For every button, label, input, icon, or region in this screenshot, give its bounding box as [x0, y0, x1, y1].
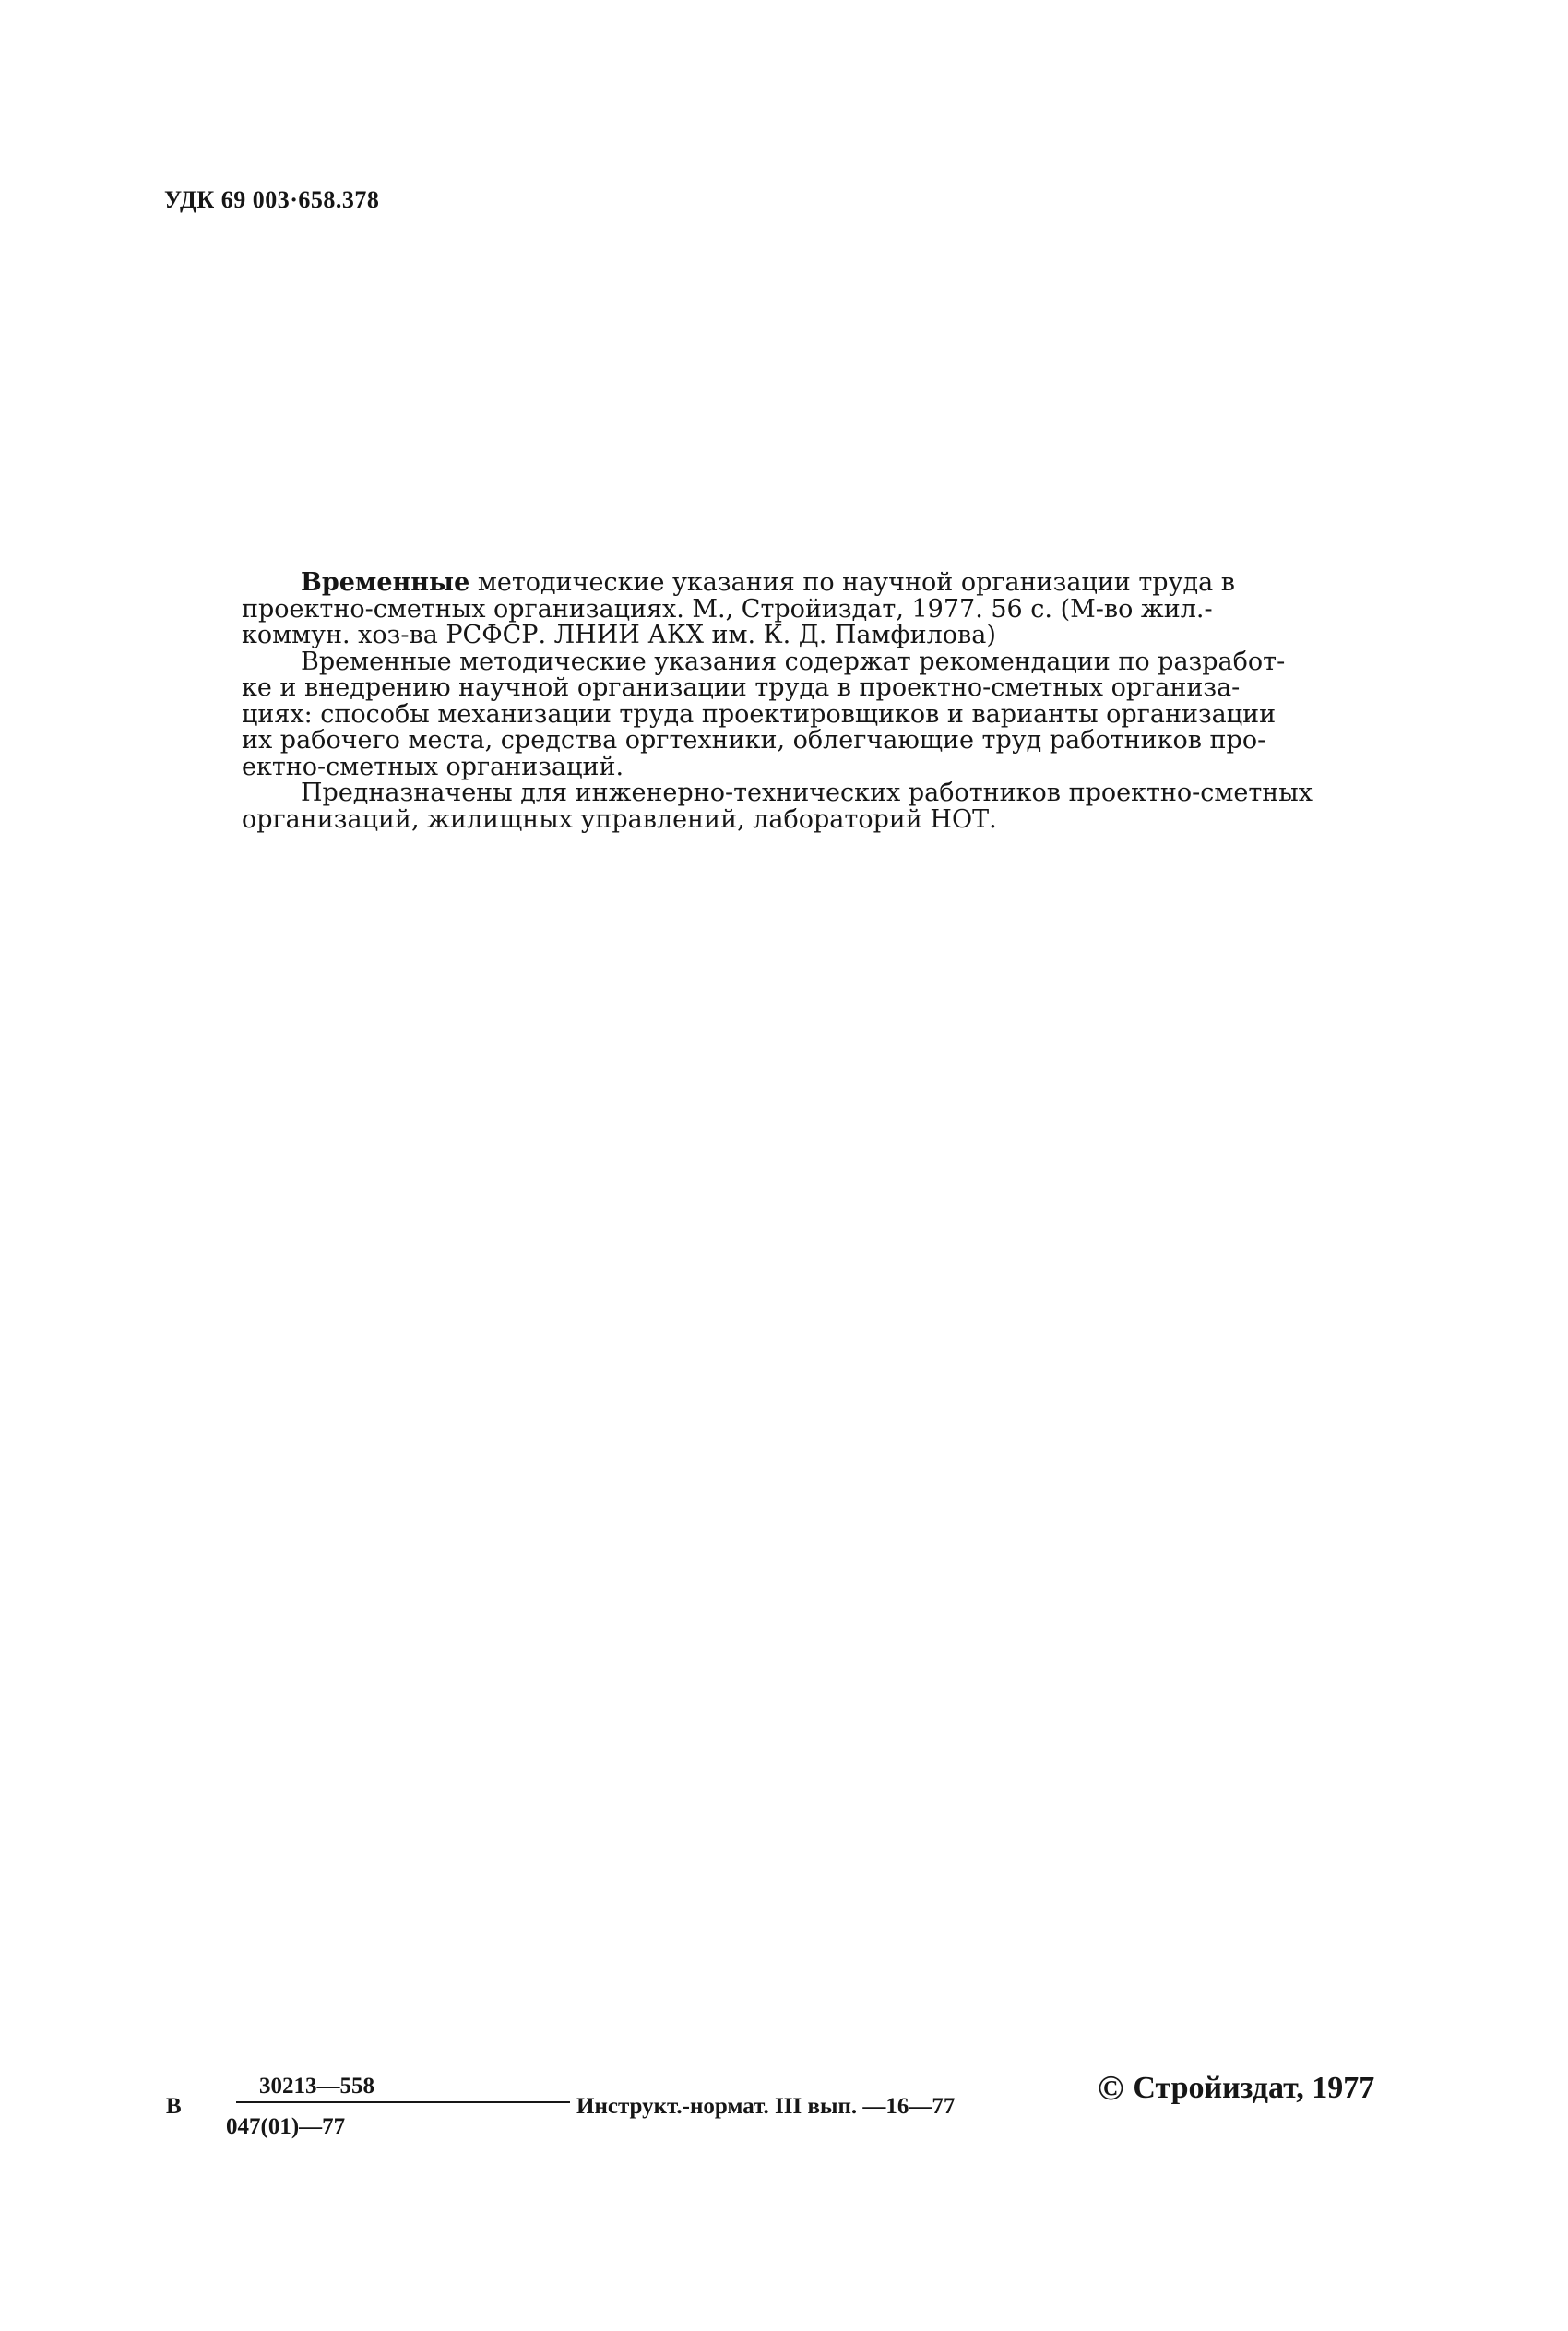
abstract-line-5: ке и внедрению научной организации труда в проектно-сметных организа-	[242, 673, 1241, 702]
imprint-fraction-denominator: 047(01)—77	[226, 2114, 346, 2139]
imprint-letter: В	[166, 2094, 182, 2119]
abstract-line-9: Предназначены для инженерно-технических работников проектно-сметных	[301, 779, 1313, 807]
abstract-line-6: циях: способы механизации труда проектировщиков и варианты организации	[242, 699, 1277, 729]
copyright-icon: ©	[1098, 2069, 1124, 2108]
imprint-fraction-numerator	[236, 2074, 570, 2103]
abstract-line-3: коммун. хоз-ва РСФСР. ЛНИИ АКХ им. К. Д. Памфилова)	[242, 621, 996, 649]
abstract-line-4: Временные методические указания содержат рекомендации по разработ-	[301, 647, 1286, 676]
abstract-line-8: ектно-сметных организаций.	[242, 752, 624, 781]
copyright-text: Стройиздат, 1977	[1133, 2071, 1375, 2105]
abstract-line-1-text: методические указания по научной организации труда в	[469, 568, 1235, 597]
abstract-line-10: организаций, жилищных управлений, лабораторий НОТ.	[242, 804, 997, 834]
abstract-line-7: их рабочего места, средства оргтехники, облегчающие труд работников про-	[242, 726, 1266, 755]
copyright-notice	[1098, 2068, 1374, 2109]
imprint-numerator-text: 30213—558	[259, 2074, 374, 2099]
publication-imprint	[166, 2074, 996, 2147]
abstract-line-1	[242, 570, 1336, 597]
abstract-line-2: проектно-сметных организациях. М., Стройиздат, 1977. 56 с. (М-во жил.-	[242, 594, 1213, 624]
abstract-title-bold: Временные	[301, 568, 470, 597]
imprint-series: Инструкт.-нормат. III вып. —16—77	[576, 2094, 956, 2119]
abstract-block	[242, 570, 1336, 833]
udk-code: УДК 69 003·658.378	[164, 186, 380, 213]
